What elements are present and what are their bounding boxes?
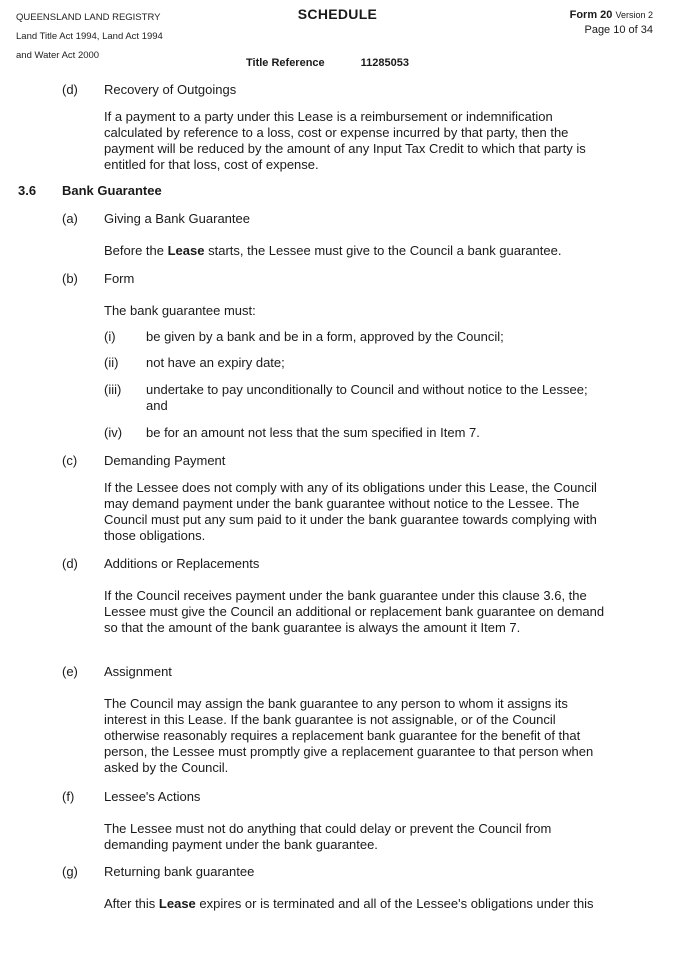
item-text — [146, 382, 651, 414]
para-heading: Demanding Payment — [104, 453, 226, 468]
schedule-title: SCHEDULE — [297, 6, 378, 22]
para-body — [104, 696, 654, 776]
para-heading: Assignment — [104, 664, 172, 679]
text-line: person, the Lessee must promptly give a replacement guarantee to that person when — [104, 744, 594, 759]
para-label: (f) — [62, 789, 75, 804]
text-line: those obligations. — [104, 528, 206, 543]
title-reference — [246, 57, 409, 69]
text-span: Before the — [104, 243, 168, 258]
para-label: (d) — [62, 556, 78, 571]
text-line: entitled for that loss, cost of expense. — [104, 157, 319, 172]
bold-term: Lease — [158, 896, 196, 911]
text-line: Council must put any sum paid to it under the bank guarantee towards complying with — [104, 512, 597, 527]
para-heading: Recovery of Outgoings — [104, 82, 237, 97]
title-reference-label: Title Reference — [246, 57, 325, 69]
para-intro: The bank guarantee must: — [104, 303, 256, 318]
para-body — [104, 821, 654, 853]
item-text: be for an amount not less that the sum specified in Item 7. — [146, 425, 480, 440]
para-body — [104, 480, 654, 544]
text-line: so that the amount of the bank guarantee is always the amount it Item 7. — [104, 620, 521, 635]
item-text: not have an expiry date; — [146, 355, 285, 370]
item-label: (iii) — [104, 382, 122, 397]
text-line: interest in this Lease. If the bank guarantee is not assignable, or of the Council — [104, 712, 556, 727]
text-line: may demand payment under the bank guarantee without notice to the Lessee. The — [104, 496, 580, 511]
form-version: Version 2 — [615, 10, 653, 20]
para-heading: Lessee's Actions — [104, 789, 201, 804]
text-line: The Council may assign the bank guarantee to any person to whom it assigns its — [104, 696, 568, 711]
para-label: (e) — [62, 664, 78, 679]
text-line: demanding payment under the bank guarantee. — [104, 837, 378, 852]
para-heading: Giving a Bank Guarantee — [104, 211, 250, 226]
para-label: (b) — [62, 271, 78, 286]
item-label: (i) — [104, 329, 116, 344]
text-line: otherwise reasonably requires a replacement bank guarantee for the benefit of that — [104, 728, 581, 743]
text-line: Lessee must give the Council an additional or replacement bank guarantee on demand — [104, 604, 605, 619]
text-span: expires or is terminated and all of the Lessee's obligations under this — [195, 896, 594, 911]
text-line: If the Lessee does not comply with any of its obligations under this Lease, the Council — [104, 480, 597, 495]
para-label: (g) — [62, 864, 78, 879]
acts-line-1: Land Title Act 1994, Land Act 1994 — [16, 31, 163, 42]
text-line: calculated by reference to a loss, cost or expense incurred by that party, then the — [104, 125, 569, 140]
section-title: Bank Guarantee — [62, 183, 162, 198]
form-header — [570, 8, 653, 38]
item-text: be given by a bank and be in a form, approved by the Council; — [146, 329, 504, 344]
para-heading: Returning bank guarantee — [104, 864, 255, 879]
bold-term: Lease — [167, 243, 205, 258]
text-span: After this — [104, 896, 159, 911]
para-heading: Form — [104, 271, 135, 286]
para-label: (a) — [62, 211, 78, 226]
para-body — [104, 109, 654, 173]
text-line: undertake to pay unconditionally to Council and without notice to the Lessee; — [146, 382, 588, 397]
text-line: asked by the Council. — [104, 760, 229, 775]
page-number: Page 10 of 34 — [584, 24, 653, 36]
para-label: (d) — [62, 82, 78, 97]
para-body — [104, 243, 654, 259]
para-heading: Additions or Replacements — [104, 556, 260, 571]
title-reference-value: 11285053 — [360, 57, 410, 69]
para-label: (c) — [62, 453, 78, 468]
text-line: If the Council receives payment under the bank guarantee under this clause 3.6, the — [104, 588, 587, 603]
text-line: If a payment to a party under this Lease is a reimbursement or indemnification — [104, 109, 553, 124]
text-line: and — [146, 398, 168, 413]
section-number: 3.6 — [18, 183, 37, 198]
para-body — [104, 588, 654, 636]
form-label: Form 20 — [569, 9, 613, 21]
text-line: payment will be reduced by the amount of any Input Tax Credit to which that party is — [104, 141, 586, 156]
registry-name: QUEENSLAND LAND REGISTRY — [16, 12, 161, 23]
item-label: (iv) — [104, 425, 123, 440]
item-label: (ii) — [104, 355, 119, 370]
acts-line-2: and Water Act 2000 — [16, 50, 100, 61]
para-body — [104, 896, 654, 912]
text-line: The Lessee must not do anything that could delay or prevent the Council from — [104, 821, 552, 836]
text-span: starts, the Lessee must give to the Council a bank guarantee. — [204, 243, 562, 258]
